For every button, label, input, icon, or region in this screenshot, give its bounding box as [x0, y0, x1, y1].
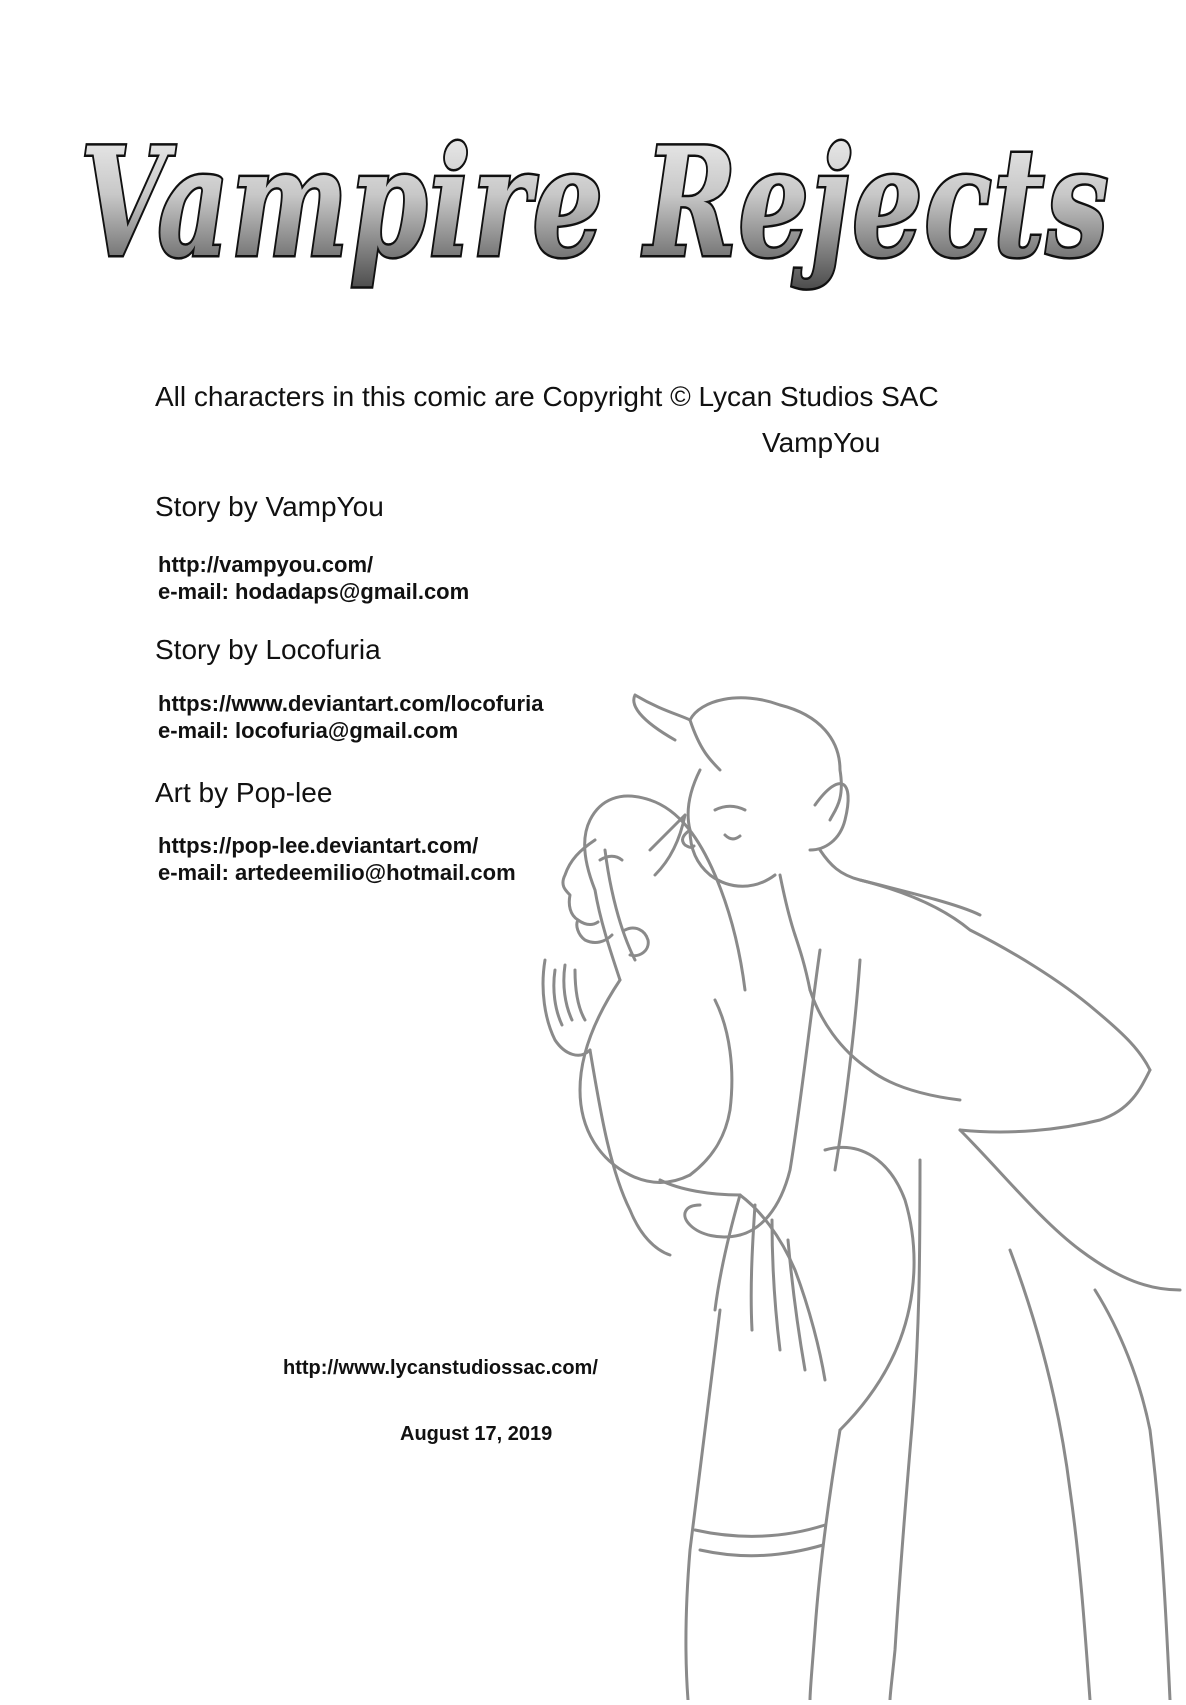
title-text: Vampire Rejects — [80, 115, 1110, 291]
line-art-illustration — [540, 690, 1186, 1700]
credit-heading-art-poplee: Art by Pop-lee — [155, 777, 333, 808]
credit-email-locofuria[interactable]: e-mail: locofuria@gmail.com — [158, 718, 459, 743]
credit-url-vampyou[interactable]: http://vampyou.com/ — [158, 552, 374, 577]
title-logo — [60, 80, 1130, 310]
credit-heading-story-vampyou: Story by VampYou — [155, 491, 384, 522]
copyright-owner: VampYou — [762, 427, 881, 458]
copyright-line: All characters in this comic are Copyright © Lycan Studios SAC — [155, 381, 939, 412]
credit-heading-story-locofuria: Story by Locofuria — [155, 634, 381, 665]
credit-email-vampyou[interactable]: e-mail: hodadaps@gmail.com — [158, 579, 470, 604]
credit-url-poplee[interactable]: https://pop-lee.deviantart.com/ — [158, 833, 479, 858]
credit-url-locofuria[interactable]: https://www.deviantart.com/locofuria — [158, 691, 544, 716]
credit-email-poplee[interactable]: e-mail: artedeemilio@hotmail.com — [158, 860, 516, 885]
footer-url[interactable]: http://www.lycanstudiossac.com/ — [283, 1357, 598, 1379]
footer-date: August 17, 2019 — [400, 1423, 553, 1445]
